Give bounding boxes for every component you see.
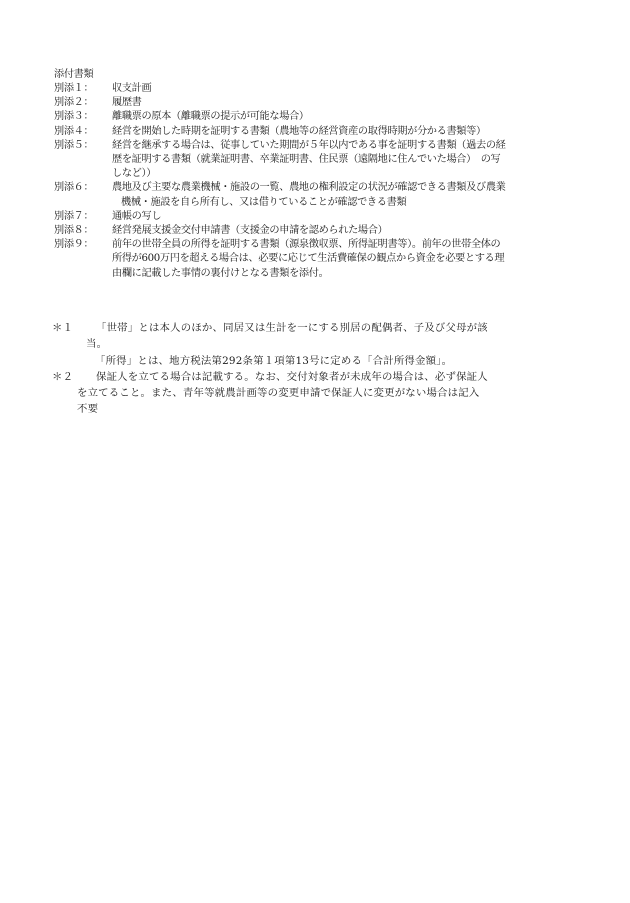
attachments-list (54, 82, 599, 281)
footnote-1-sub: 「所得」とは、地方税法第292条第１項第13号に定める「合計所得金額」。 (95, 354, 453, 367)
attachment-text-line: 経営を開始した時期を証明する書類（農地等の経営資産の取得時期が分かる書類等） (112, 125, 486, 137)
attachment-text-line: 歴を証明する書類（就業証明書、卒業証明書、住民票（遠隔地に住んでいた場合） の写 (112, 154, 501, 166)
footnote-line: 不要 (77, 403, 99, 416)
attachments-heading: 添付書類 (54, 69, 94, 80)
attachment-text (112, 210, 599, 224)
attachment-text (112, 96, 599, 110)
footnote-line: を立てること。また、青年等就農計画等の変更申請で保証人に変更がない場合は記入 (77, 386, 480, 399)
footnote-line (52, 369, 602, 385)
attachment-text-line: 由欄に記載した事情の裏付けとなる書類を添付。 (112, 267, 329, 279)
attachment-text-line: 農地及び主要な農業機械・施設の一覧、農地の権利設定の状況が確認できる書類及び農業 (112, 182, 506, 194)
attachment-text-line: 履歴書 (112, 97, 142, 109)
attachment-text-line: 経営発展支援金交付申請書（支援金の申請を認められた場合） (112, 225, 388, 237)
footnote-1 (52, 320, 602, 353)
attachment-text-line: 離職票の原本（離職票の提示が可能な場合） (112, 111, 309, 123)
attachment-item (54, 181, 599, 209)
attachment-text-line: 経営を継承する場合は、従事していた期間が５年以内である事を証明する書類（過去の経 (112, 139, 506, 151)
attachment-text-line: しなど）） (112, 168, 157, 180)
footnote-text: 「世帯」とは本人のほか、同居又は生計を一にする別居の配偶者、子及び父母が該 (96, 322, 488, 334)
attachment-label: 別添７： (54, 210, 94, 222)
attachment-text (112, 238, 599, 281)
attachment-item (54, 238, 599, 281)
attachment-text (112, 110, 599, 124)
attachment-label: 別添６： (54, 182, 94, 194)
attachment-text (112, 181, 599, 209)
attachment-label: 別添３： (54, 111, 94, 123)
attachment-text-line: 収支計画 (112, 83, 152, 94)
footnote-mark: ＊２ (52, 370, 74, 383)
attachment-label: 別添２： (54, 97, 94, 109)
attachment-item (54, 139, 599, 182)
footnote-text: 保証人を立てる場合は記載する。なお、交付対象者が未成年の場合は、必ず保証人 (96, 370, 488, 383)
attachment-label: 別添９： (54, 239, 94, 251)
attachment-item (54, 224, 599, 238)
attachment-item (54, 110, 599, 124)
attachment-item (54, 125, 599, 139)
attachment-item (54, 96, 599, 110)
footnote-2 (52, 369, 602, 418)
attachment-text-line: 通帳の写し (112, 210, 162, 222)
attachment-label: 別添８： (54, 225, 94, 237)
footnote-mark: ＊１ (52, 322, 74, 334)
attachment-item (54, 82, 599, 96)
attachment-label: 別添４： (54, 125, 94, 137)
attachment-text (112, 139, 599, 182)
footnote-line: 当。 (86, 338, 108, 351)
attachment-text (112, 125, 599, 139)
attachment-text-line: 所得が600万円を超える場合は、必要に応じて生活費確保の観点から資金を必要とする理 (112, 253, 505, 265)
attachment-label: 別添１： (54, 83, 94, 94)
attachment-label: 別添５： (54, 139, 94, 151)
footnotes (52, 320, 602, 417)
attachment-text (112, 82, 599, 96)
attachment-text-line: 機械・施設を自ら所有し、又は借りていることが確認できる書類 (121, 196, 407, 208)
attachment-text (112, 224, 599, 238)
attachment-item (54, 210, 599, 224)
footnote-line (52, 320, 602, 336)
attachment-text-line: 前年の世帯全員の所得を証明する書類（源泉徴収票、所得証明書等）。前年の世帯全体の (112, 239, 501, 251)
